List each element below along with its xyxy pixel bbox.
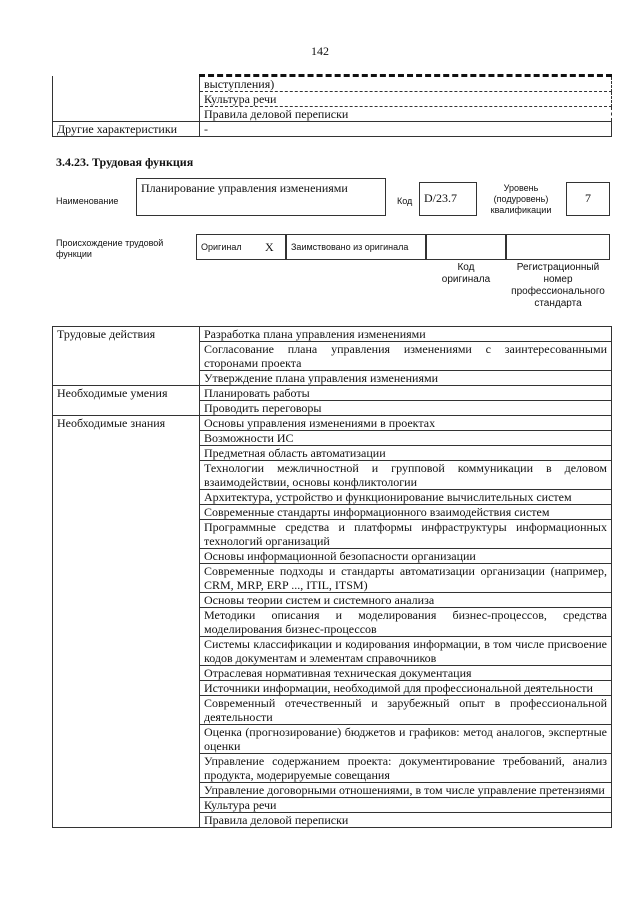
name-label: Наименование: [56, 196, 119, 206]
section-item: Правила деловой переписки: [200, 813, 612, 828]
section-item: Возможности ИС: [200, 431, 612, 446]
row-value: выступления): [200, 76, 612, 92]
row-value: -: [200, 122, 612, 137]
section-item: Предметная область автоматизации: [200, 446, 612, 461]
borrowed-label: Заимствовано из оригинала: [291, 242, 409, 252]
table-row: [53, 416, 612, 431]
level-label: Уровень (подуровень) квалификации: [490, 183, 552, 215]
row-label: [53, 107, 200, 122]
code-label: Код: [397, 196, 413, 206]
main-table: [52, 326, 612, 828]
section-item: Программные средства и платформы инфраструктуры информационных технологий организаций: [200, 520, 612, 549]
row-label: [53, 76, 200, 92]
function-name: Планирование управления изменениями: [141, 181, 348, 195]
original-box: [196, 234, 286, 260]
original-mark: X: [265, 240, 274, 254]
section-item: Проводить переговоры: [200, 401, 612, 416]
function-name-box: [136, 178, 386, 216]
section-item: Технологии межличностной и групповой коммуникации в деловом взаимодействии, основы конфликтологии: [200, 461, 612, 490]
level-value: 7: [585, 191, 591, 205]
section-item: Утверждение плана управления изменениями: [200, 371, 612, 386]
section-item: Современные подходы и стандарты автоматизации организации (например, CRM, MRP, ERP ..., ITIL, ITSM): [200, 564, 612, 593]
table-row: [53, 76, 612, 92]
level-box: [566, 182, 610, 216]
reg-number-caption: Регистрационный номер профессионального стандарта: [511, 262, 605, 309]
top-table: [52, 74, 612, 137]
code-box: [419, 182, 477, 216]
table-row: [53, 92, 612, 107]
borrowed-box: [286, 234, 426, 260]
section-item: Современные стандарты информационного взаимодействия систем: [200, 505, 612, 520]
row-value: Правила деловой переписки: [200, 107, 612, 122]
table-row: [53, 386, 612, 401]
row-label: Другие характеристики: [53, 122, 200, 137]
row-value: Культура речи: [200, 92, 612, 107]
table-row: [53, 327, 612, 342]
section-item: Основы информационной безопасности организации: [200, 549, 612, 564]
section-item: Методики описания и моделирования бизнес-процессов, средства моделирования бизнес-процессов: [200, 608, 612, 637]
section-item: Планировать работы: [200, 386, 612, 401]
original-label: Оригинал: [201, 242, 242, 252]
code-value: D/23.7: [424, 191, 457, 205]
section-heading: 3.4.23. Трудовая функция: [56, 155, 194, 169]
section-item: Отраслевая нормативная техническая документация: [200, 666, 612, 681]
section-label: Трудовые действия: [53, 327, 200, 386]
table-row: [53, 122, 612, 137]
code-original-box: [426, 234, 506, 260]
code-original-caption: Код оригинала: [441, 262, 491, 285]
section-label: Необходимые умения: [53, 386, 200, 416]
reg-number-box: [506, 234, 610, 260]
page-number: 142: [311, 44, 329, 58]
section-item: Источники информации, необходимой для профессиональной деятельности: [200, 681, 612, 696]
section-item: Согласование плана управления изменениями с заинтересованными сторонами проекта: [200, 342, 612, 371]
section-item: Архитектура, устройство и функционирование вычислительных систем: [200, 490, 612, 505]
section-item: Основы управления изменениями в проектах: [200, 416, 612, 431]
origin-label: Происхождение трудовой функции: [56, 238, 164, 259]
section-item: Разработка плана управления изменениями: [200, 327, 612, 342]
section-item: Управление содержанием проекта: документирование требований, анализ продукта, модерируемые совещания: [200, 754, 612, 783]
section-item: Современный отечественный и зарубежный опыт в профессиональной деятельности: [200, 696, 612, 725]
section-item: Системы классификации и кодирования информации, в том числе присвоение кодов документам и элементам справочников: [200, 637, 612, 666]
row-label: [53, 92, 200, 107]
table-row: [53, 107, 612, 122]
section-item: Оценка (прогнозирование) бюджетов и графиков: метод аналогов, экспертные оценки: [200, 725, 612, 754]
section-item: Культура речи: [200, 798, 612, 813]
section-item: Основы теории систем и системного анализа: [200, 593, 612, 608]
section-item: Управление договорными отношениями, в том числе управление претензиями: [200, 783, 612, 798]
section-label: Необходимые знания: [53, 416, 200, 828]
